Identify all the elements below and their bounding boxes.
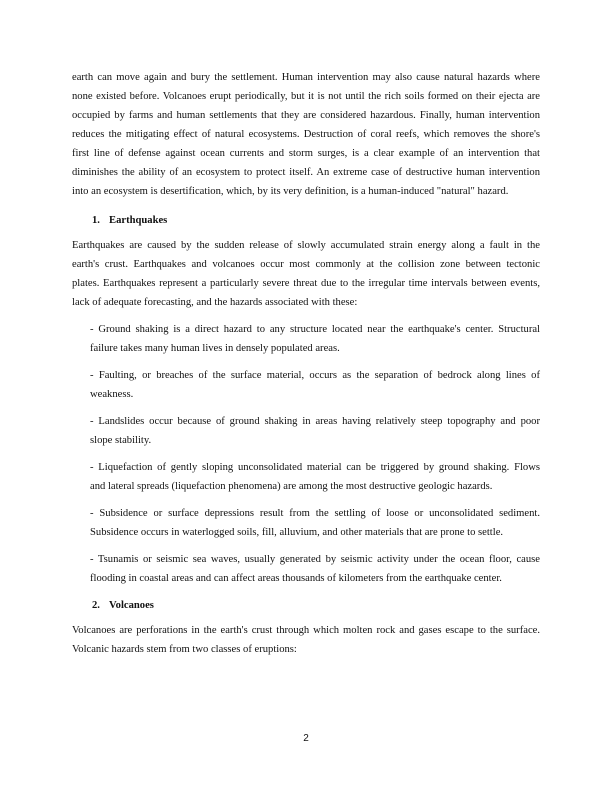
text-line: - Faulting, or breaches of the surface material, occurs as the separation of bedrock along lines of — [90, 370, 540, 381]
bullet-tsunamis — [90, 550, 540, 588]
text-line: Subsidence occurs in waterlogged soils, fill, alluvium, and other materials that are prone to settle. — [90, 527, 504, 538]
text-line: slope stability. — [90, 435, 152, 446]
volcanoes-paragraph — [72, 621, 540, 659]
heading-title: Volcanoes — [109, 600, 154, 611]
intro-paragraph — [72, 68, 540, 201]
bullet-liquefaction — [90, 458, 540, 496]
text-line: first line of defense against ocean currents and storm surges, is a clear example of an intervention that — [72, 148, 540, 159]
text-line: weakness. — [90, 389, 134, 400]
text-line: into an ecosystem is desertification, which, by its very definition, is a human-induced "natural" hazard. — [72, 186, 509, 197]
text-line: - Subsidence or surface depressions result from the settling of loose or unconsolidated sediment. — [90, 508, 540, 519]
heading-number: 1. — [92, 215, 100, 226]
bullet-ground-shaking — [90, 320, 540, 358]
heading-volcanoes — [92, 596, 154, 615]
text-line: - Tsunamis or seismic sea waves, usually generated by seismic activity under the ocean floor, cause — [90, 554, 540, 565]
text-line: reduces the mitigating effect of natural ecosystems. Destruction of coral reefs, which removes the shore's — [72, 129, 540, 140]
text-line: none existed before. Volcanoes erupt periodically, but it is not until the rich soils formed on their ejecta are — [72, 91, 540, 102]
heading-number: 2. — [92, 600, 100, 611]
heading-title: Earthquakes — [109, 215, 168, 226]
text-line: earth can move again and bury the settlement. Human intervention may also cause natural hazards where — [72, 72, 540, 83]
text-line: diminishes the ability of an ecosystem to protect itself. An extreme case of destructive human intervention — [72, 167, 540, 178]
text-line: earth's crust. Earthquakes and volcanoes occur most commonly at the collision zone between tectonic — [72, 259, 540, 270]
text-line: occupied by farms and human settlements that they are considered hazardous. Finally, human intervention — [72, 110, 540, 121]
earthquakes-paragraph — [72, 236, 540, 312]
text-line: and lateral spreads (liquefaction phenomena) are among the most destructive geologic hazards. — [90, 481, 493, 492]
heading-earthquakes — [92, 211, 167, 230]
text-line: - Landslides occur because of ground shaking in areas having relatively steep topography and poor — [90, 416, 540, 427]
text-line: Volcanic hazards stem from two classes of eruptions: — [72, 644, 297, 655]
text-line: - Liquefaction of gently sloping unconsolidated material can be triggered by ground shaking. Flows — [90, 462, 540, 473]
text-line: lack of adequate forecasting, and the hazards associated with these: — [72, 297, 358, 308]
text-line: plates. Earthquakes represent a particularly severe threat due to the irregular time intervals between events, — [72, 278, 540, 289]
text-line: - Ground shaking is a direct hazard to any structure located near the earthquake's center. Structural — [90, 324, 540, 335]
bullet-landslides — [90, 412, 540, 450]
bullet-subsidence — [90, 504, 540, 542]
text-line: Volcanoes are perforations in the earth's crust through which molten rock and gases escape to the surface. — [72, 625, 540, 636]
text-line: failure takes many human lives in densely populated areas. — [90, 343, 340, 354]
text-line: flooding in coastal areas and can affect areas thousands of kilometers from the earthquake center. — [90, 573, 502, 584]
text-line: Earthquakes are caused by the sudden release of slowly accumulated strain energy along a fault in the — [72, 240, 540, 251]
bullet-faulting — [90, 366, 540, 404]
page-number: 2 — [303, 733, 309, 744]
